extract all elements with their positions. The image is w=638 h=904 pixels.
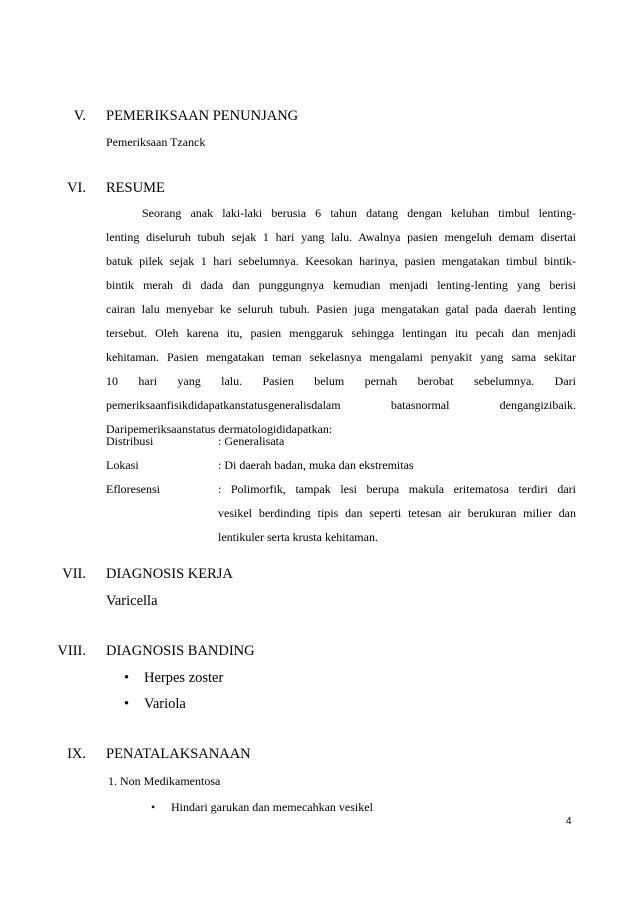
section-v-content: Pemeriksaan Tzanck xyxy=(106,135,206,149)
resume-line: Daripemeriksaanstatus dermatologididapatkan: xyxy=(106,422,333,436)
section-v-number: V. xyxy=(73,108,86,124)
resume-line: kehitaman. Pasien mengatakan teman sekelasnya mengalami penyakit yang sama sekitar xyxy=(106,350,576,364)
resume-paragraph xyxy=(106,201,576,441)
section-vi-title: RESUME xyxy=(106,180,165,196)
resume-line: cairan lalu menyebar ke seluruh tubuh. Pasien juga mengatakan gatal pada daerah lenting xyxy=(106,302,576,316)
section-ix-number: IX. xyxy=(67,746,86,762)
derm-value-line: lentikuler serta krusta kehitaman. xyxy=(218,530,378,544)
list-item xyxy=(151,800,373,815)
section-vi-number: VI. xyxy=(67,180,86,196)
resume-line: 10 hari yang lalu. Pasien belum pernah berobat sebelumnya. Dari xyxy=(106,374,576,388)
section-vii-content: Varicella xyxy=(106,593,158,609)
section-v-title: PEMERIKSAAN PENUNJANG xyxy=(106,108,299,124)
resume-line: pemeriksaanfisikdidapatkanstatusgeneralisdalam batasnormal dengangizibaik. xyxy=(106,398,576,412)
list-item xyxy=(124,696,186,713)
list-item-text: Variola xyxy=(144,696,186,712)
section-ix-title: PENATALAKSANAAN xyxy=(106,746,251,762)
derm-label: Efloresensi xyxy=(106,482,160,496)
derm-label: Lokasi xyxy=(106,458,139,472)
resume-line: batuk pilek sejak 1 hari sebelumnya. Keesokan harinya, pasien mengatakan timbul bintik- xyxy=(106,254,576,268)
section-viii-title: DIAGNOSIS BANDING xyxy=(106,643,255,659)
resume-line: tersebut. Oleh karena itu, pasien menggaruk sehingga lentingan itu pecah dan menjadi xyxy=(106,326,576,340)
derm-value-line: vesikel berdinding tipis dan seperti tetesan air berukuran milier dan xyxy=(218,506,576,520)
list-item-text: Hindari garukan dan memecahkan vesikel xyxy=(171,800,373,814)
list-item xyxy=(124,670,223,687)
derm-value-line: : Polimorfik, tampak lesi berupa makula eritematosa terdiri dari xyxy=(218,482,576,496)
derm-value: : Generalisata xyxy=(218,434,285,448)
page-number: 4 xyxy=(566,816,572,827)
subsection-title: 1. Non Medikamentosa xyxy=(108,774,221,788)
section-viii-number: VIII. xyxy=(57,643,86,659)
derm-value: : Di daerah badan, muka dan ekstremitas xyxy=(218,458,414,472)
derm-label: Distribusi xyxy=(106,434,154,448)
section-vii-number: VII. xyxy=(62,566,86,582)
derm-value xyxy=(218,477,576,549)
resume-line: bintik merah di dada dan punggungnya kemudian menjadi lenting-lenting yang berisi xyxy=(106,278,576,292)
resume-line: Seorang anak laki-laki berusia 6 tahun datang dengan keluhan timbul lenting- xyxy=(142,206,576,220)
resume-line: lenting diseluruh tubuh sejak 1 hari yang lalu. Awalnya pasien mengeluh demam disertai xyxy=(106,230,576,244)
bullet-icon: • xyxy=(124,670,130,686)
bullet-icon: • xyxy=(151,800,156,814)
section-vii-title: DIAGNOSIS KERJA xyxy=(106,566,233,582)
list-item-text: Herpes zoster xyxy=(144,670,224,686)
bullet-icon: • xyxy=(124,696,130,712)
